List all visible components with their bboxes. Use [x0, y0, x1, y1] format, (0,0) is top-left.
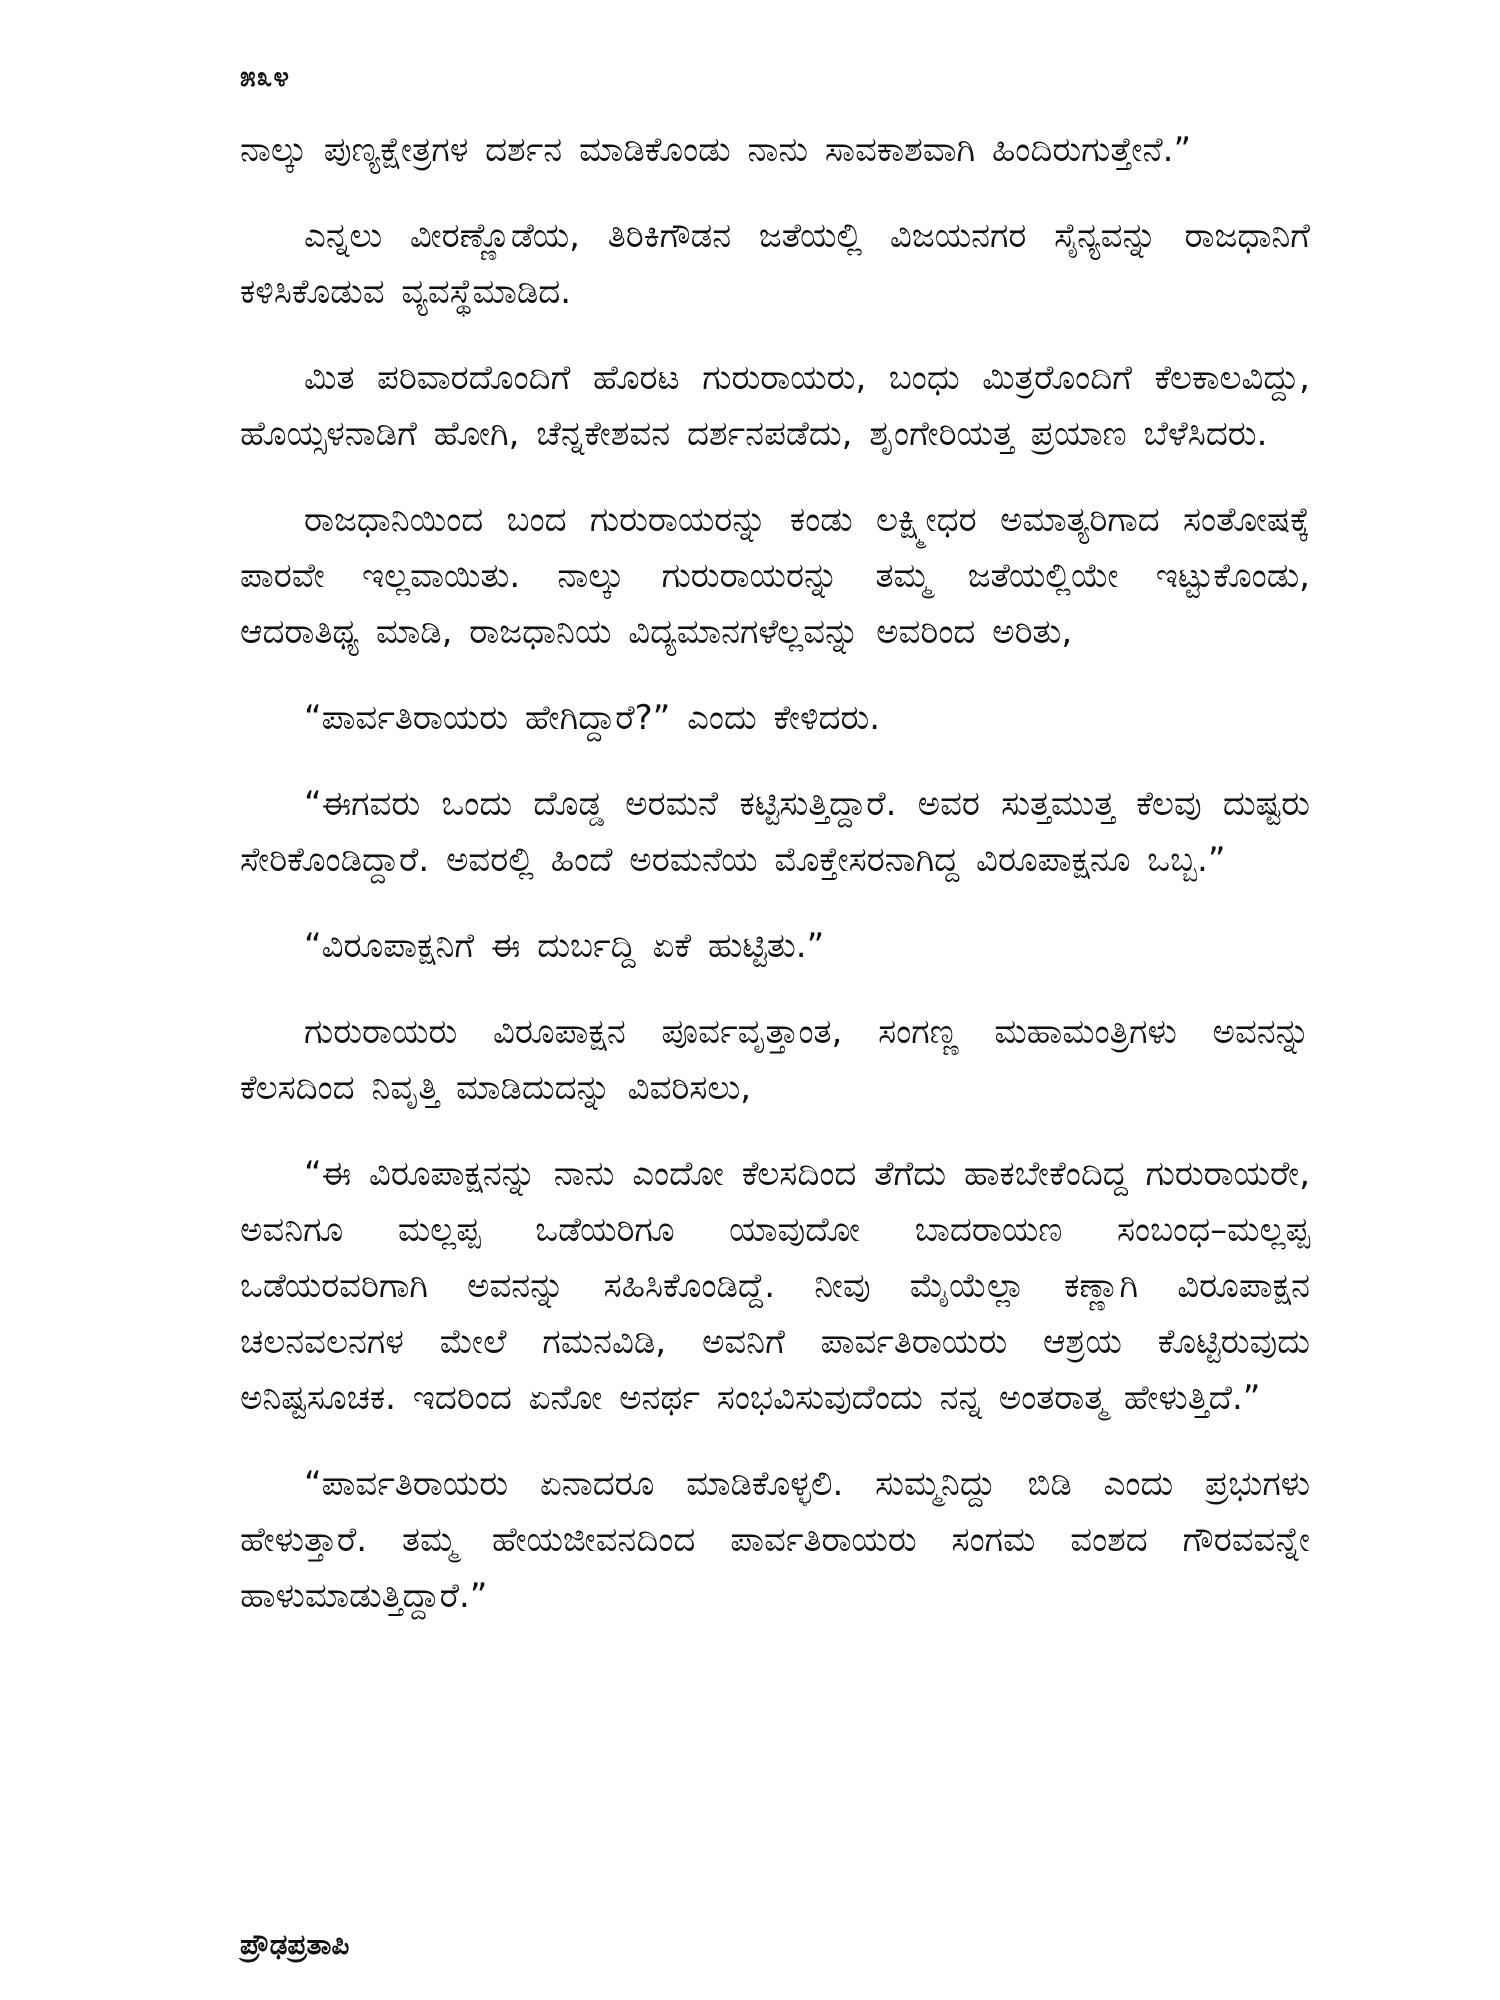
paragraph-6: “ಈಗವರು ಒಂದು ದೊಡ್ಡ ಅರಮನೆ ಕಟ್ಟಿಸುತ್ತಿದ್ದಾರೆ. ಅವರ ಸುತ್ತಮುತ್ತ ಕೆಲವು ದುಷ್ಟರು ಸೇರಿಕೊಂಡಿದ್ದಾರೆ. ಅವರಲ್ಲಿ ಹಿಂದೆ ಅರಮನೆಯ ಮೊಕ್ತೇಸರನಾಗಿದ್ದ ವಿರೂಪಾಕ್ಷನೂ ಒಬ್ಬ.”: [240, 784, 1310, 880]
paragraph-8: ಗುರುರಾಯರು ವಿರೂಪಾಕ್ಷನ ಪೂರ್ವವೃತ್ತಾಂತ, ಸಂಗಣ್ಣ ಮಹಾಮಂತ್ರಿಗಳು ಅವನನ್ನು ಕೆಲಸದಿಂದ ನಿವೃತ್ತಿ ಮಾಡಿದುದನ್ನು ವಿವರಿಸಲು,: [240, 1012, 1310, 1108]
paragraph-4: ರಾಜಧಾನಿಯಿಂದ ಬಂದ ಗುರುರಾಯರನ್ನು ಕಂಡು ಲಕ್ಷ್ಮೀಧರ ಅಮಾತ್ಯರಿಗಾದ ಸಂತೋಷಕ್ಕೆ ಪಾರವೇ ಇಲ್ಲವಾಯಿತು. ನಾಲ್ಕು ಗುರುರಾಯರನ್ನು ತಮ್ಮ ಜತೆಯಲ್ಲಿಯೇ ಇಟ್ಟುಕೊಂಡು, ಆದರಾತಿಥ್ಯ ಮಾಡಿ, ರಾಜಧಾನಿಯ ವಿದ್ಯಮಾನಗಳೆಲ್ಲವನ್ನು ಅವರಿಂದ ಅರಿತು,: [240, 500, 1310, 652]
paragraph-9: “ಈ ವಿರೂಪಾಕ್ಷನನ್ನು ನಾನು ಎಂದೋ ಕೆಲಸದಿಂದ ತೆಗೆದು ಹಾಕಬೇಕೆಂದಿದ್ದ ಗುರುರಾಯರೇ, ಅವನಿಗೂ ಮಲ್ಲಪ್ಪ ಒಡೆಯರಿಗೂ ಯಾವುದೋ ಬಾದರಾಯಣ ಸಂಬಂಧ–ಮಲ್ಲಪ್ಪ ಒಡೆಯರವರಿಗಾಗಿ ಅವನನ್ನು ಸಹಿಸಿಕೊಂಡಿದ್ದೆ. ನೀವು ಮೈಯೆಲ್ಲಾ ಕಣ್ಣಾಗಿ ವಿರೂಪಾಕ್ಷನ ಚಲನವಲನಗಳ ಮೇಲೆ ಗಮನವಿಡಿ, ಅವನಿಗೆ ಪಾರ್ವತಿರಾಯರು ಆಶ್ರಯ ಕೊಟ್ಟಿರುವುದು ಅನಿಷ್ಟಸೂಚಕ. ಇದರಿಂದ ಏನೋ ಅನರ್ಥ ಸಂಭವಿಸುವುದೆಂದು ನನ್ನ ಅಂತರಾತ್ಮ ಹೇಳುತ್ತಿದೆ.”: [240, 1154, 1311, 1418]
paragraph-10: “ಪಾರ್ವತಿರಾಯರು ಏನಾದರೂ ಮಾಡಿಕೊಳ್ಳಲಿ. ಸುಮ್ಮನಿದ್ದು ಬಿಡಿ ಎಂದು ಪ್ರಭುಗಳು ಹೇಳುತ್ತಾರೆ. ತಮ್ಮ ಹೇಯಜೀವನದಿಂದ ಪಾರ್ವತಿರಾಯರು ಸಂಗಮ ವಂಶದ ಗೌರವವನ್ನೇ ಹಾಳುಮಾಡುತ್ತಿದ್ದಾರೆ.”: [240, 1464, 1310, 1616]
paragraph-5: “ಪಾರ್ವತಿರಾಯರು ಹೇಗಿದ್ದಾರೆ?” ಎಂದು ಕೇಳಿದರು.: [304, 698, 881, 738]
book-page: [240, 40, 1310, 1980]
footer-book-title: ಪ್ರೌಢಪ್ರತಾಪಿ: [240, 1928, 350, 1961]
paragraph-7: “ವಿರೂಪಾಕ್ಷನಿಗೆ ಈ ದುರ್ಬದ್ದಿ ಏಕೆ ಹುಟ್ಟಿತು.”: [304, 926, 825, 966]
body-text: [240, 122, 1310, 1654]
paragraph-2: ಎನ್ನಲು ವೀರಣ್ಣೊಡೆಯ, ತಿರಿಕಿಗೌಡನ ಜತೆಯಲ್ಲಿ ವಿಜಯನಗರ ಸೈನ್ಯವನ್ನು ರಾಜಧಾನಿಗೆ ಕಳಿಸಿಕೊಡುವ ವ್ಯವಸ್ಥೆಮಾಡಿದ.: [240, 216, 1310, 312]
paragraph-1: ನಾಲ್ಕು ಪುಣ್ಯಕ್ಷೇತ್ರಗಳ ದರ್ಶನ ಮಾಡಿಕೊಂಡು ನಾನು ಸಾವಕಾಶವಾಗಿ ಹಿಂದಿರುಗುತ್ತೇನೆ.”: [240, 130, 1192, 170]
paragraph-3: ಮಿತ ಪರಿವಾರದೊಂದಿಗೆ ಹೊರಟ ಗುರುರಾಯರು, ಬಂಧು ಮಿತ್ರರೊಂದಿಗೆ ಕೆಲಕಾಲವಿದ್ದು, ಹೊಯ್ಸಳನಾಡಿಗೆ ಹೋಗಿ, ಚೆನ್ನಕೇಶವನ ದರ್ಶನಪಡೆದು, ಶೃಂಗೇರಿಯತ್ತ ಪ್ರಯಾಣ ಬೆಳೆಸಿದರು.: [240, 358, 1310, 454]
page-number: ೫೩೪: [240, 60, 291, 93]
